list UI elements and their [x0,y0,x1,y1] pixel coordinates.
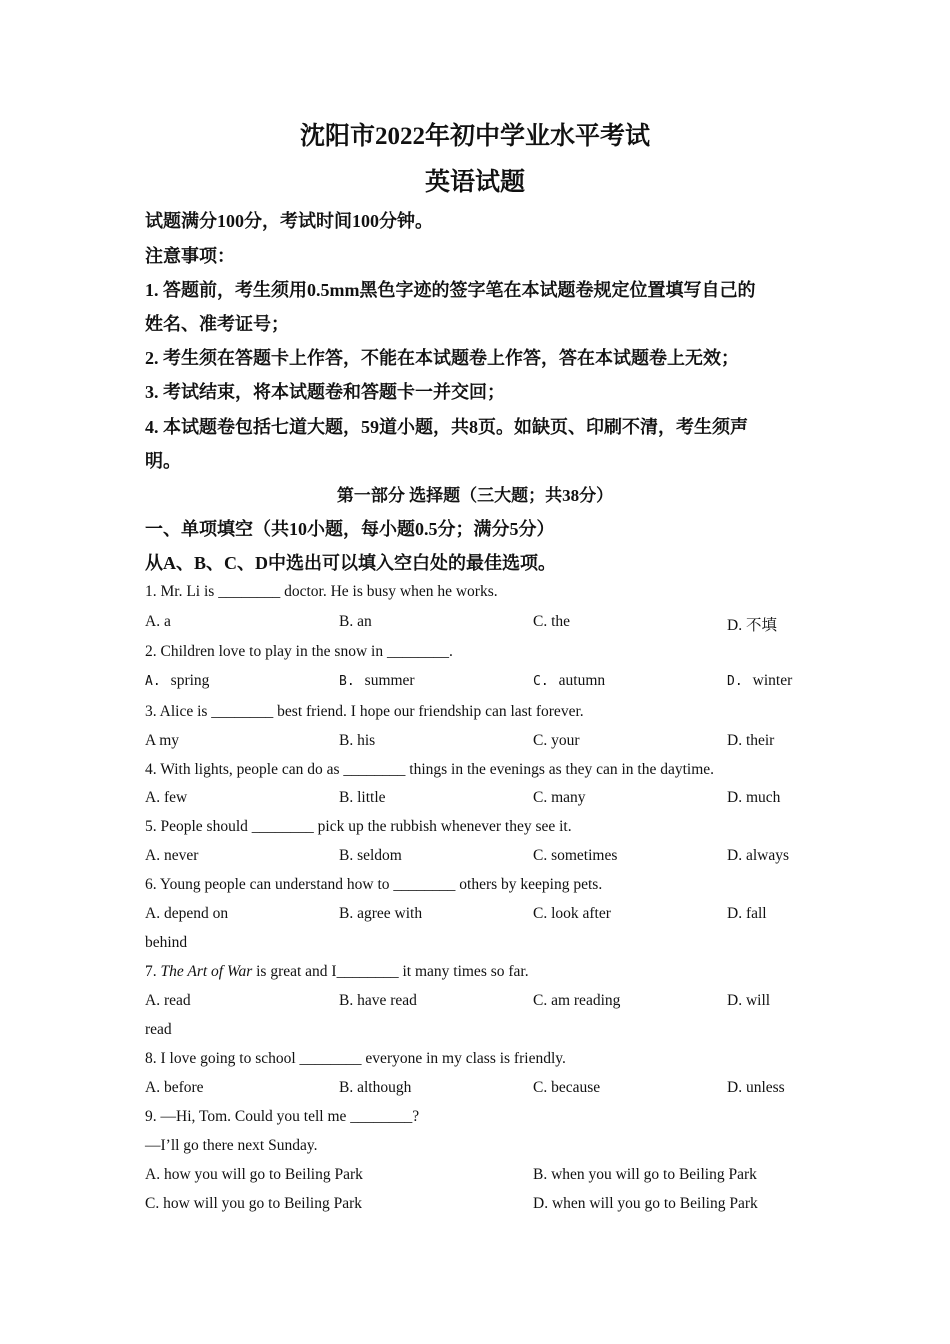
option-b: B. agree with [339,905,423,922]
question-stem: 8. I love going to school ________ everyone in my class is friendly. [145,1050,566,1067]
stem-suffix: is great and I________ it many times so far. [252,963,529,980]
option-c: C. the [533,613,571,630]
option-text: spring [170,672,210,689]
exam-subtitle: 英语试题 [424,169,525,196]
option-b: B. have read [339,992,417,1009]
option-d: D. always [727,847,789,864]
option-text: autumn [558,672,606,689]
notes-heading: 注意事项： [145,246,235,266]
note-4-continued: 明。 [145,451,181,471]
option-d-wrap: read [145,1021,172,1038]
option-c: C. your [533,732,580,749]
exam-title: 沈阳市2022年初中学业水平考试 [299,123,650,150]
option-a: A. never [145,847,199,864]
option-c: C. look after [533,905,611,922]
option-d-wrap: behind [145,934,188,951]
option-d: D. will [727,992,771,1009]
option-b: B. when you will go to Beiling Park [533,1166,757,1183]
book-title: The Art of War [160,963,253,980]
option-b: B. seldom [339,847,402,864]
option-c: C. many [533,789,586,806]
stem-prefix: 7. [145,963,161,980]
option-letter: D. [727,674,743,689]
option-c [533,672,605,690]
note-1: 1. 答题前，考生须用0.5mm黑色字迹的签字笔在本试题卷规定位置填写自己的 [145,280,756,300]
option-letter: A. [145,674,161,689]
option-d [727,672,792,690]
option-a: A my [145,732,180,749]
note-3: 3. 考试结束，将本试题卷和答题卡一并交回； [145,382,505,402]
option-a: A. before [145,1079,204,1096]
option-a: A. how you will go to Beiling Park [145,1166,363,1183]
exam-info: 试题满分100分，考试时间100分钟。 [145,211,433,231]
question-reply: —I’ll go there next Sunday. [145,1137,318,1154]
option-a: A. depend on [145,905,229,922]
option-b [339,672,415,690]
section-heading: 一、单项填空（共10小题，每小题0.5分；满分5分） [145,519,555,539]
option-a [145,672,209,690]
option-letter: C. [533,674,549,689]
question-stem: 9. —Hi, Tom. Could you tell me ________? [145,1108,420,1125]
option-d: D. their [727,732,775,749]
option-a: A. read [145,992,191,1009]
section-instruction: 从A、B、C、D中选出可以填入空白处的最佳选项。 [145,553,557,573]
note-1-continued: 姓名、准考证号； [145,314,289,334]
question-stem: 5. People should ________ pick up the rubbish whenever they see it. [145,818,572,835]
option-d: D. fall [727,905,767,922]
note-4: 4. 本试题卷包括七道大题，59道小题，共8页。如缺页、印刷不清，考生须声 [145,417,748,437]
option-text: winter [752,672,793,689]
option-c: C. sometimes [533,847,618,864]
question-stem [145,963,529,981]
option-c: C. how will you go to Beiling Park [145,1195,362,1212]
option-b: B. an [339,613,372,630]
question-stem: 1. Mr. Li is ________ doctor. He is busy when he works. [145,583,498,600]
option-c: C. because [533,1079,601,1096]
option-text: summer [364,672,415,689]
option-a: A. a [145,613,171,630]
part-heading: 第一部分 选择题（三大题；共38分） [336,486,614,505]
option-d: D. when will you go to Beiling Park [533,1195,758,1212]
note-2: 2. 考生须在答题卡上作答，不能在本试题卷上作答，答在本试题卷上无效； [145,348,739,368]
option-d: D. much [727,789,781,806]
question-stem: 3. Alice is ________ best friend. I hope our friendship can last forever. [145,703,584,720]
option-b: B. although [339,1079,412,1096]
option-b: B. little [339,789,386,806]
option-c: C. am reading [533,992,621,1009]
question-stem: 6. Young people can understand how to ________ others by keeping pets. [145,876,603,893]
option-b: B. his [339,732,376,749]
option-d: D. unless [727,1079,785,1096]
question-stem: 2. Children love to play in the snow in ________. [145,643,453,660]
option-letter: B. [339,674,355,689]
option-d: D. 不填 [727,617,777,634]
option-a: A. few [145,789,188,806]
question-stem: 4. With lights, people can do as ________ things in the evenings as they can in the daytime. [145,761,715,778]
